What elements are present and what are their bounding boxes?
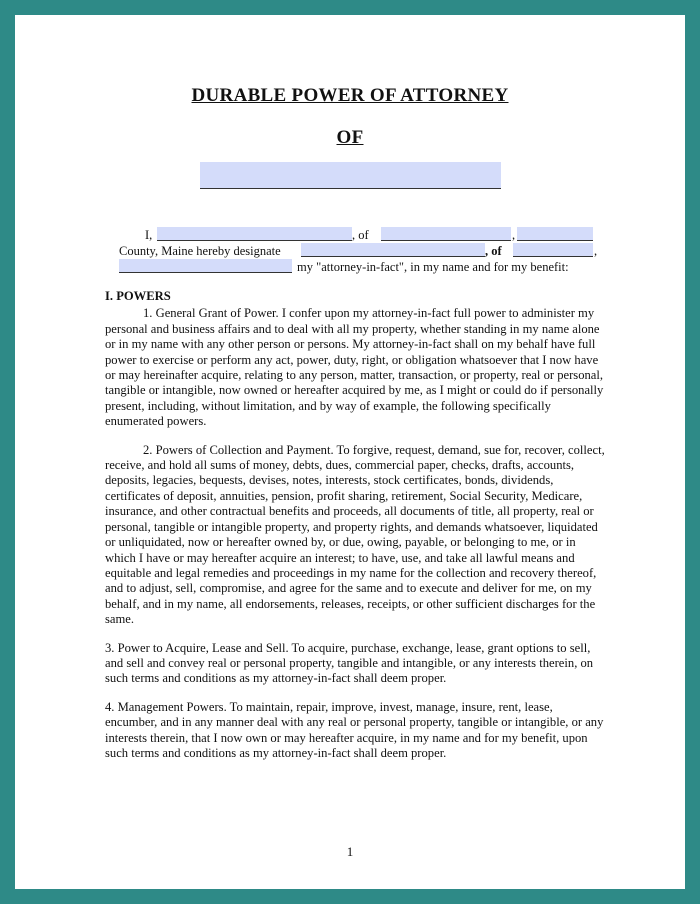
- principal-name-field[interactable]: [200, 162, 501, 189]
- comma-1: ,: [512, 228, 516, 242]
- section-heading: I. POWERS: [105, 289, 171, 303]
- i-label: I,: [145, 228, 153, 242]
- principal-name-blank[interactable]: [157, 227, 352, 241]
- agent-city-blank[interactable]: [513, 243, 593, 257]
- of-heading: OF: [336, 127, 364, 148]
- principal-city-blank[interactable]: [381, 227, 511, 241]
- comma-2: ,: [594, 244, 598, 258]
- paragraph-management-powers: 4. Management Powers. To maintain, repair, improve, invest, manage, insure, rent, lease, encumber, and in any manner deal with any real or personal property, tangible or intangible, or any interests therein, that I now own or may hereafter acquire, in my name and for my benefit, upon such terms and conditions as my attorney-in-fact shall deem proper.: [105, 699, 604, 760]
- paragraph-general-grant: 1. General Grant of Power. I confer upon my attorney-in-fact full power to administer my personal and business affairs and to deal with all my property, whether standing in my name alone or in my name with any other person or persons. My attorney-in-fact shall on my behalf have full power to exercise or perform any act, power, duty, right, or obligation whatsoever that I now have or may hereinafter acquire, relating to any person, matter, transaction, or property, real or personal, tangible or intangible, now owned or hereafter acquired by me, as I might or could do if personally present, including, without limitation, and by way of example, the following specifically enumerated powers.: [105, 306, 604, 429]
- document-title: DURABLE POWER OF ATTORNEY: [191, 85, 509, 106]
- agent-address-blank[interactable]: [119, 259, 292, 273]
- county-text: County, Maine hereby designate: [119, 244, 281, 258]
- paragraph-collection-payment: 2. Powers of Collection and Payment. To forgive, request, demand, sue for, recover, collect, receive, and hold all sums of money, debts, dues, commercial paper, checks, drafts, accounts, deposits, legacies, bequests, devises, notes, interests, stock certificates, bonds, dividends, certificates of deposit, annuities, pension, profit sharing, retirement, Social Security, Medicare, insurance, and other contractual benefits and proceeds, all documents of title, all property, real or personal, tangible or intangible property, and property rights, and demands whatsoever, liquidated or unliquidated, now or hereafter owned by, or due, owing, payable, or belonging to me, or in which I have or may hereafter acquire an interest; to have, use, and take all lawful means and equitable and legal remedies and proceedings in my name for the collection and recovery thereof, and to adjust, sell, compromise, and agree for the same and to execute and deliver for me, on my behalf, and in my name, all endorsements, releases, receipts, or other sufficient discharges for the same.: [105, 442, 605, 627]
- principal-county-blank[interactable]: [517, 227, 593, 241]
- designation-form: [105, 227, 605, 275]
- document-body: [105, 289, 605, 774]
- page-number: 1: [346, 844, 354, 859]
- form-line-1: [105, 227, 605, 243]
- form-line-2: [105, 243, 605, 259]
- of-label-2: , of: [485, 244, 502, 258]
- form-line-3: [105, 259, 605, 275]
- paragraph-acquire-lease-sell: 3. Power to Acquire, Lease and Sell. To acquire, purchase, exchange, lease, grant options to sell, and sell and convey real or personal property, tangible and intangible, or any interests therein, on such terms and conditions as my attorney-in-fact shall deem proper.: [105, 640, 594, 686]
- agent-name-blank[interactable]: [301, 243, 485, 257]
- document-page: [15, 15, 685, 889]
- attorney-text: my "attorney-in-fact", in my name and for my benefit:: [297, 260, 569, 274]
- of-label-1: , of: [352, 228, 369, 242]
